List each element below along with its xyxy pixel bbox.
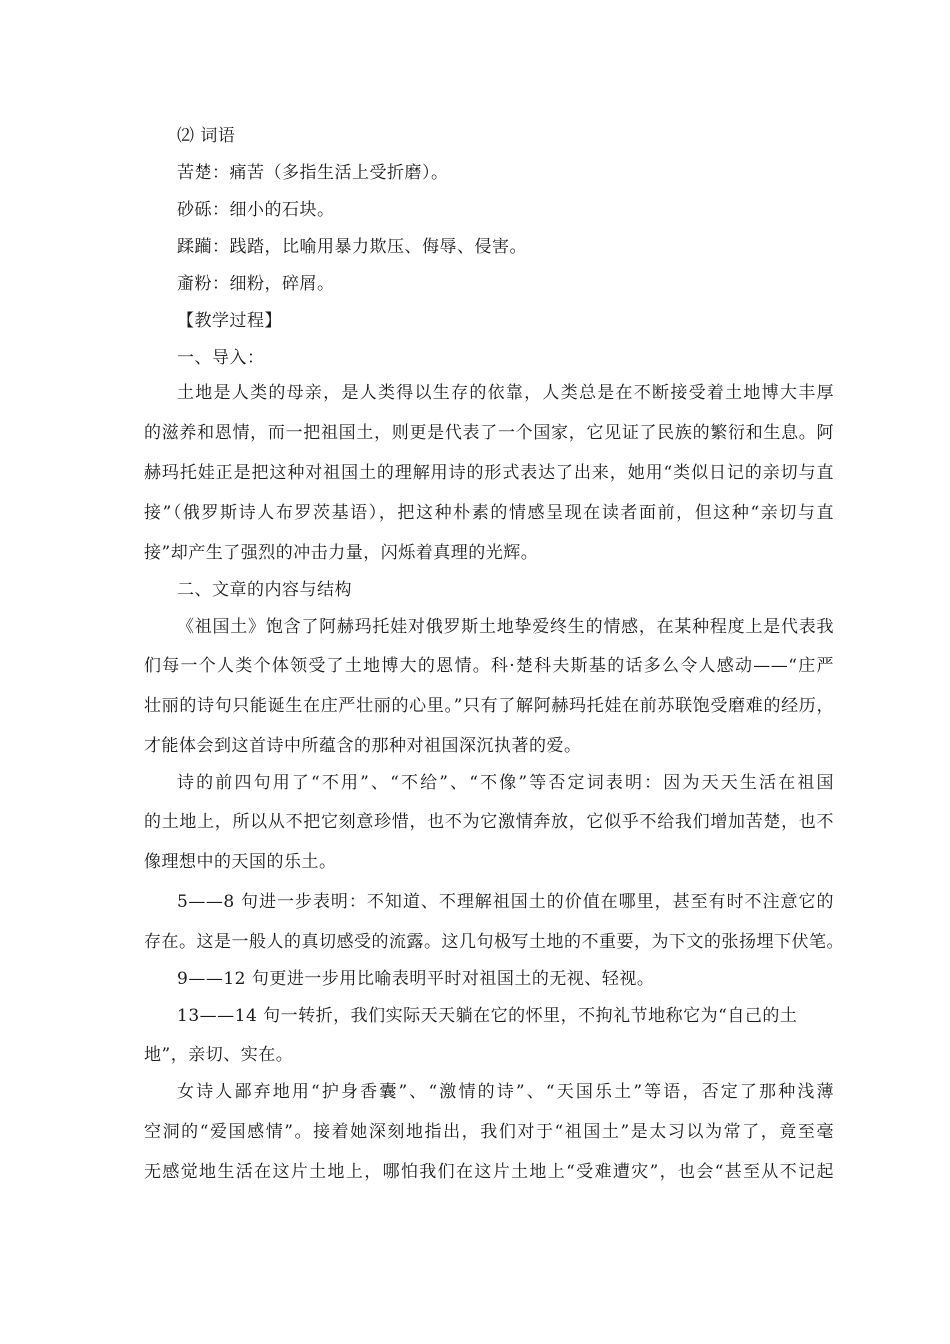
process-heading: 【教学过程】 xyxy=(177,311,282,331)
paragraph-line: 接”（俄罗斯诗人布罗茨基语），把这种朴素的情感呈现在读者面前，但这种“亲切与直 xyxy=(144,503,834,523)
paragraph-line: 的滋养和恩情，而一把祖国土，则更是代表了一个国家，它见证了民族的繁衍和生息。阿 xyxy=(144,423,834,443)
paragraph-line: 们每一个人类个体领受了土地博大的恩情。科·楚科夫斯基的话多么令人感动——“庄严 xyxy=(144,656,834,676)
paragraph-line: 壮丽的诗句只能诞生在庄严壮丽的心里。”只有了解阿赫玛托娃在前苏联饱受磨难的经历， xyxy=(144,696,834,716)
paragraph-line: 的土地上，所以从不把它刻意珍惜，也不为它激情奔放，它似乎不给我们增加苦楚，也不 xyxy=(144,812,834,832)
vocab-heading: ⑵ 词语 xyxy=(177,126,236,146)
paragraph-line: 女诗人鄙弃地用“护身香囊”、“激情的诗”、“天国乐土”等语，否定了那种浅薄 xyxy=(177,1082,834,1102)
paragraph-line: 空洞的“爱国感情”。接着她深刻地指出，我们对于“祖国土”是太习以为常了，竟至毫 xyxy=(144,1122,834,1142)
paragraph-line: 地”，亲切、实在。 xyxy=(144,1045,294,1065)
paragraph-line: 存在。这是一般人的真切感受的流露。这几句极写土地的不重要，为下文的张扬埋下伏笔。 xyxy=(144,932,844,952)
section-title-structure: 二、文章的内容与结构 xyxy=(177,580,352,600)
paragraph-line: 13——14 句一转折，我们实际天天躺在它的怀里，不拘礼节地称它为“自己的土 xyxy=(177,1006,798,1026)
paragraph-line: 《祖国土》饱含了阿赫玛托娃对俄罗斯土地挚爱终生的情感，在某种程度上是代表我 xyxy=(177,617,834,637)
paragraph-line: 无感觉地生活在这片土地上，哪怕我们在这片土地上“受难遭灾”，也会“甚至从不记起 xyxy=(144,1162,834,1182)
vocab-item: 砂砾：细小的石块。 xyxy=(177,200,335,220)
section-title-intro: 一、导入： xyxy=(177,348,265,368)
paragraph-line: 诗的前四句用了“不用”、“不给”、“不像”等否定词表明：因为天天生活在祖国 xyxy=(177,773,834,793)
vocab-item: 苦楚：痛苦（多指生活上受折磨）。 xyxy=(177,163,449,183)
vocab-item: 齑粉：细粉，碎屑。 xyxy=(177,274,335,294)
paragraph-line: 接”却产生了强烈的冲击力量，闪烁着真理的光辉。 xyxy=(144,543,539,563)
paragraph-line: 像理想中的天国的乐土。 xyxy=(144,852,337,872)
paragraph-line: 赫玛托娃正是把这种对祖国土的理解用诗的形式表达了出来，她用“类似日记的亲切与直 xyxy=(144,463,834,483)
paragraph-line: 才能体会到这首诗中所蕴含的那种对祖国深沉执著的爱。 xyxy=(144,736,582,756)
paragraph-line: 9——12 句更进一步用比喻表明平时对祖国土的无视、轻视。 xyxy=(177,969,655,989)
vocab-item: 蹂躏：践踏，比喻用暴力欺压、侮辱、侵害。 xyxy=(177,237,527,257)
paragraph-line: 土地是人类的母亲，是人类得以生存的依靠，人类总是在不断接受着土地博大丰厚 xyxy=(177,383,834,403)
paragraph-line: 5——8 句进一步表明：不知道、不理解祖国土的价值在哪里，甚至有时不注意它的 xyxy=(177,892,834,912)
